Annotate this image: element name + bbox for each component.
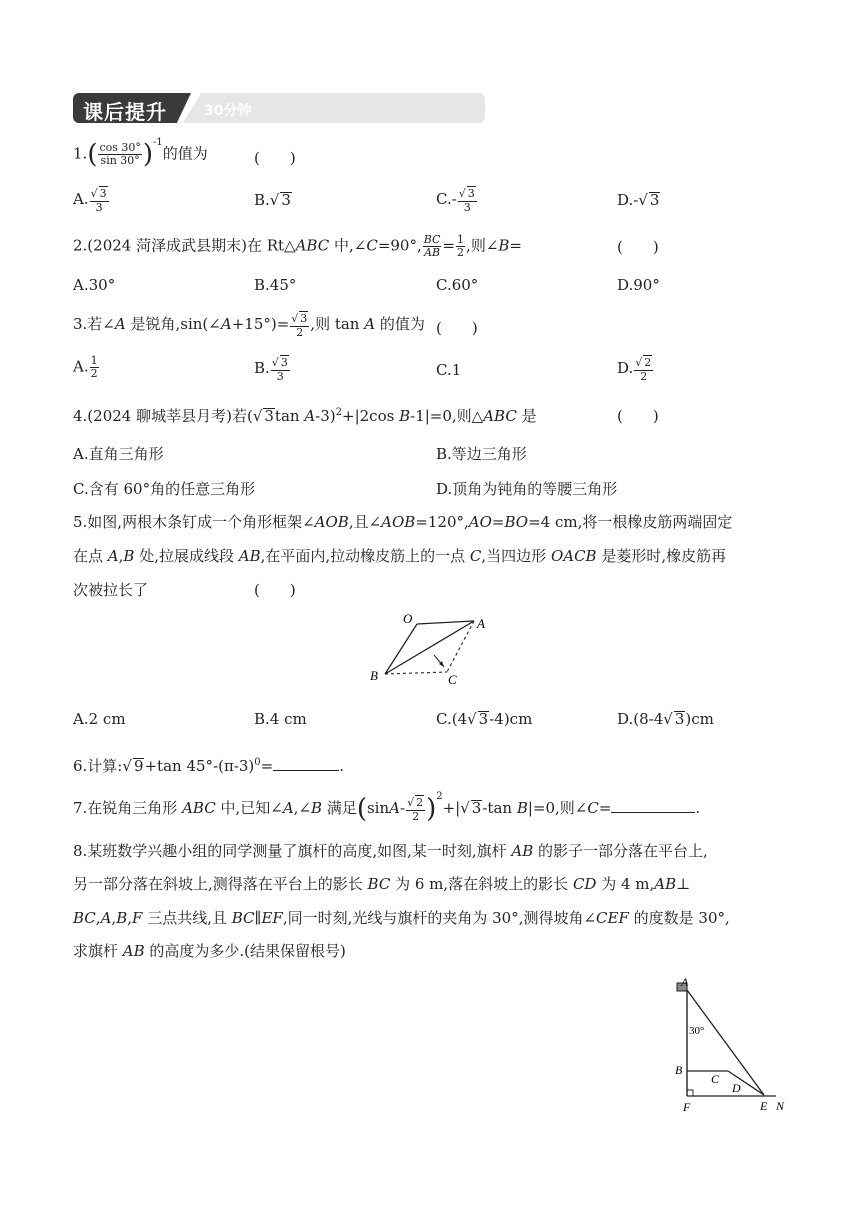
question-1-bracket: ( ) — [254, 149, 296, 167]
q1-option-c: C.- $\frac{√ 3}{3}$ — [436, 187, 475, 214]
question-5-line-2: 在点 A,B 处,拉展成线段 AB,在平面内,拉动橡皮筋上的一点 C,当四边形 OACB 是菱形时,橡皮筋再 — [73, 547, 727, 565]
fig-label-a: A — [681, 976, 689, 989]
fig-label-d: D — [732, 1081, 741, 1095]
question-2-bracket: ( ) — [617, 238, 659, 256]
q5-option-b: B.4 cm — [254, 710, 307, 728]
fig-label-c: C — [711, 1072, 720, 1086]
section-banner — [73, 93, 485, 123]
question-8-line-4: 求旗杆 AB 的高度为多少.(结果保留根号) — [73, 942, 346, 960]
question-8-line-2: 另一部分落在斜坡上,测得落在平台上的影长 BC 为 6 m,落在斜坡上的影长 CD 为 4 m,AB⊥ — [73, 875, 691, 893]
fig-label-e: E — [760, 1099, 768, 1113]
question-1: 1.( $\frac{\cos 30^\circ}{\sin 30^\circ}$ )$^{-1}$的值为 — [73, 136, 208, 170]
q2-option-a: A.30° — [73, 276, 116, 294]
question-6: 6.计算:√ 9+tan $45^\circ-(\pi-3)^0=$ . — [73, 757, 345, 775]
question-2: 2.(2024 菏泽成武县期末)在 Rt△ABC 中,∠C=90°, $\frac{BC}{AB}$ = $\frac{1}{2}$ ,则∠B= — [73, 233, 522, 259]
q5-option-a: A.2 cm — [73, 710, 126, 728]
q4-option-b: B.等边三角形 — [436, 445, 527, 463]
section-title: 课后提升 — [83, 100, 167, 124]
q2-option-d: D.90° — [617, 276, 660, 294]
q4-option-c: C.含有 60°角的任意三角形 — [73, 480, 256, 498]
question-8-line-3: BC,A,B,F 三点共线,且 BC∥EF,同一时刻,光线与旗杆的夹角为 30°,测得坡角∠CEF 的度数是 30°, — [73, 909, 730, 927]
question-3-bracket: ( ) — [436, 319, 478, 337]
fig-label-angle: 30° — [689, 1025, 705, 1037]
q1-option-d: D.-√ 3 — [617, 191, 660, 209]
question-5-line-3: 次被拉长了 — [73, 581, 149, 599]
question-4-bracket: ( ) — [617, 407, 659, 425]
question-5-line-1: 5.如图,两根木条钉成一个角形框架∠AOB,且∠AOB=120°,AO=BO=4 cm,将一根橡皮筋两端固定 — [73, 513, 733, 531]
q1-option-a: A. $\frac{√ 3}{3}$ — [73, 187, 107, 214]
question-8-line-1: 8.某班数学兴趣小组的同学测量了旗杆的高度,如图,某一时刻,旗杆 AB 的影子一部分落在平台上, — [73, 842, 708, 860]
q4-option-d: D.顶角为钝角的等腰三角形 — [436, 480, 618, 498]
q1-option-b: B.√ 3 — [254, 191, 291, 209]
question-4: 4.(2024 聊城莘县月考)若(√ 3tan A-3)$^2$+|2cos B-1|=0,则△ABC 是 — [73, 407, 537, 425]
q5-option-c: C.(4√ 3-4)cm — [436, 710, 533, 728]
q5-option-d: D.(8-4√ 3)cm — [617, 710, 714, 728]
q3-option-b: B. $\frac{√ 3}{3}$ — [254, 356, 288, 383]
q4-option-a: A.直角三角形 — [73, 445, 164, 463]
q2-option-c: C.60° — [436, 276, 479, 294]
question-7: 7.在锐角三角形 ABC 中,已知∠A,∠B 满足(sinA- $\frac{√ 2}{2}$ )$^2$+|√ 3-tan B|=0,则∠C= . — [73, 791, 701, 824]
label-o: O — [403, 611, 413, 626]
fig-label-f: F — [683, 1100, 691, 1114]
fig-label-n: N — [776, 1099, 785, 1113]
label-b: B — [370, 668, 378, 683]
q3-option-a: A. $\frac{1}{2}$ — [73, 354, 98, 380]
fig-label-b: B — [675, 1063, 683, 1077]
question-3: 3.若∠A 是锐角,sin(∠A+15°)= $\frac{√ 3}{2}$ ,则 tan A 的值为 — [73, 312, 425, 339]
rhombus-figure — [360, 606, 510, 688]
q3-option-d: D. $\frac{√ 2}{2}$ — [617, 356, 652, 383]
answer-blank[interactable] — [273, 770, 339, 771]
q3-option-c: C.1 — [436, 361, 462, 379]
section-time: 30分钟 — [204, 103, 252, 119]
label-c: C — [448, 672, 457, 687]
label-a: A — [477, 616, 485, 631]
flagpole-figure — [668, 976, 798, 1116]
q2-option-b: B.45° — [254, 276, 297, 294]
answer-blank[interactable] — [611, 812, 695, 813]
question-5-bracket: ( ) — [254, 581, 296, 599]
